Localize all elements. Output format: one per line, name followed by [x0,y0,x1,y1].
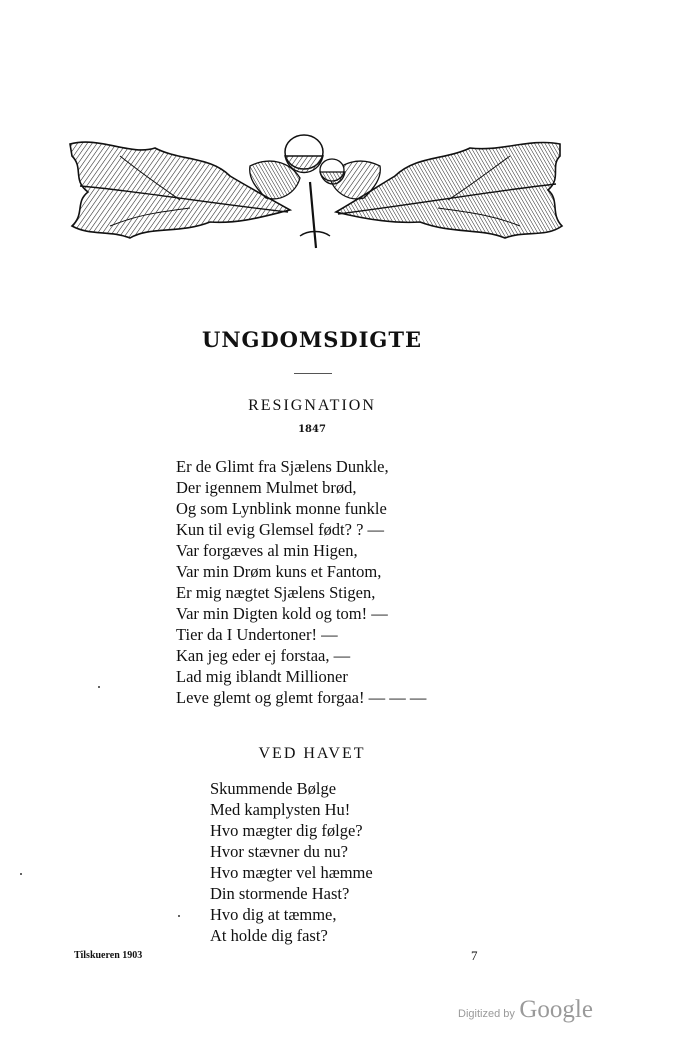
poem-line: Tier da I Undertoner! — [176,625,338,644]
watermark-prefix: Digitized by [458,1008,515,1020]
print-speck [98,686,100,688]
page-number: 7 [471,948,478,963]
poem-line: Hvor stævner du nu? [210,842,348,861]
poem-line: Er de Glimt fra Sjælens Dunkle, [176,457,389,476]
title-divider [294,373,332,374]
poem-ved-havet-body [210,778,373,946]
poem-line: Leve glemt og glemt forgaa! — — — [176,688,427,707]
poem-line: Og som Lynblink monne funkle [176,499,387,518]
print-speck [178,915,180,917]
page-title: UNGDOMSDIGTE [202,327,422,352]
poem-line: Var min Digten kold og tom! — [176,604,388,623]
poem-line: Hvo dig at tæmme, [210,905,337,924]
poem-line: Var min Drøm kuns et Fantom, [176,562,382,581]
poem-line: Hvo mægter vel hæmme [210,863,373,882]
poem-line: Kan jeg eder ej forstaa, — [176,646,351,665]
footer-source: Tilskueren 1903 [74,950,143,961]
poem-line: Hvo mægter dig følge? [210,821,363,840]
digitized-watermark [458,996,593,1024]
poem-line: Kun til evig Glemsel født? ? — [176,520,385,539]
poem-line: Der igennem Mulmet brød, [176,478,357,497]
poem-title-resignation: RESIGNATION [248,397,376,414]
poem-line: At holde dig fast? [210,926,328,945]
poem-line: Med kamplysten Hu! [210,800,351,819]
oak-leaf-ornament-icon [60,126,570,252]
poem-line: Lad mig iblandt Millioner [176,667,348,686]
poem-line: Var forgæves al min Higen, [176,541,358,560]
poem-year: 1847 [298,424,326,435]
poem-line: Er mig nægtet Sjælens Stigen, [176,583,376,602]
poem-title-ved-havet: VED HAVET [258,745,366,762]
poem-line: Skummende Bølge [210,779,337,798]
poem-line: Din stormende Hast? [210,884,350,903]
watermark-brand: Google [519,996,593,1023]
poem-resignation-body [176,456,426,708]
print-speck [20,873,22,875]
